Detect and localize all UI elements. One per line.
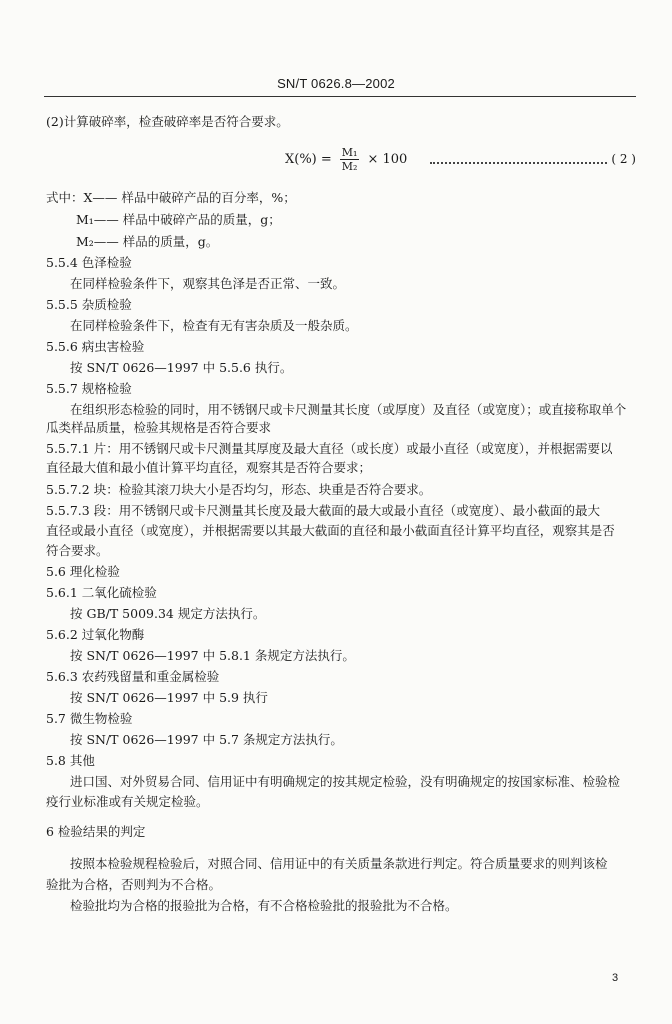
formula-2	[285, 146, 407, 173]
step-2-text: (2)计算破碎率，检查破碎率是否符合要求。	[46, 114, 289, 129]
para-6-line-3: 检验批均为合格的报验批为合格，有不合格检验批的报验批为不合格。	[70, 898, 458, 913]
para-5-5-7-2: 5.5.7.2 块：检验其滚刀块大小是否均匀，形态、块重是否符合要求。	[46, 482, 432, 497]
para-5-6-3: 按 SN/T 0626—1997 中 5.9 执行	[70, 690, 268, 705]
formula-denominator: M₂	[341, 160, 358, 173]
para-5-5-7-line-1: 在组织形态检验的同时，用不锈钢尺或卡尺测量其长度（或厚度）及直径（或宽度）；或直接称取单个	[70, 402, 627, 417]
heading-5-5-5: 5.5.5 杂质检验	[46, 297, 132, 312]
para-5-5-7-1-line-1: 5.5.7.1 片：用不锈钢尺或卡尺测量其厚度及最大直径（或长度）或最小直径（或宽度），并根据需要以	[46, 441, 613, 456]
formula-lhs: X(%) =	[285, 152, 332, 167]
formula-fraction	[340, 146, 360, 173]
where-line-2: M₁—— 样品中破碎产品的质量，g；	[76, 212, 281, 227]
para-5-5-7-3-line-3: 符合要求。	[46, 543, 109, 558]
heading-5-6-2: 5.6.2 过氧化物酶	[46, 627, 145, 642]
heading-6: 6 检验结果的判定	[46, 824, 146, 839]
para-5-5-4: 在同样检验条件下，观察其色泽是否正常、一致。	[70, 276, 346, 291]
para-5-7: 按 SN/T 0626—1997 中 5.7 条规定方法执行。	[70, 732, 343, 747]
equation-number-row	[430, 152, 636, 166]
para-5-5-7-1-line-2: 直径最大值和最小值计算平均直径，观察其是否符合要求；	[46, 460, 372, 475]
heading-5-5-6: 5.5.6 病虫害检验	[46, 339, 145, 354]
para-5-5-7-3-line-1: 5.5.7.3 段：用不锈钢尺或卡尺测量其长度及最大截面的最大或最小直径（或宽度）、最小截面的最大	[46, 503, 600, 518]
leader-dots	[430, 154, 607, 164]
para-5-6-2: 按 SN/T 0626—1997 中 5.8.1 条规定方法执行。	[70, 648, 355, 663]
formula-numerator: M₁	[341, 146, 358, 159]
para-5-5-7-line-2: 瓜类样品质量，检验其规格是否符合要求	[46, 420, 272, 435]
heading-5-5-7: 5.5.7 规格检验	[46, 381, 132, 396]
para-5-5-7-3-line-2: 直径或最小直径（或宽度），并根据需要以其最大截面的直径和最小截面直径计算平均直径，观察其是否	[46, 523, 615, 538]
page-number: 3	[612, 972, 619, 984]
heading-5-7: 5.7 微生物检验	[46, 711, 133, 726]
standard-number-header: SN/T 0626.8—2002	[277, 76, 395, 91]
para-5-5-5: 在同样检验条件下，检查有无有害杂质及一般杂质。	[70, 318, 358, 333]
para-5-5-6: 按 SN/T 0626—1997 中 5.5.6 执行。	[70, 360, 293, 375]
heading-5-6-3: 5.6.3 农药残留量和重金属检验	[46, 669, 220, 684]
para-5-6-1: 按 GB/T 5009.34 规定方法执行。	[70, 606, 266, 621]
header-rule	[44, 96, 636, 97]
heading-5-5-4: 5.5.4 色泽检验	[46, 255, 132, 270]
para-5-8-line-2: 疫行业标准或有关规定检验。	[46, 794, 209, 809]
heading-5-8: 5.8 其他	[46, 753, 95, 768]
heading-5-6-1: 5.6.1 二氧化硫检验	[46, 585, 157, 600]
para-6-line-2: 验批为合格，否则判为不合格。	[46, 877, 222, 892]
heading-5-6: 5.6 理化检验	[46, 564, 120, 579]
where-line-3: M₂—— 样品的质量，g。	[76, 234, 219, 249]
where-line-1: 式中：X—— 样品中破碎产品的百分率，%；	[46, 190, 296, 205]
para-6-line-1: 按照本检验规程检验后，对照合同、信用证中的有关质量条款进行判定。符合质量要求的则判该检	[70, 856, 608, 871]
para-5-8-line-1: 进口国、对外贸易合同、信用证中有明确规定的按其规定检验，没有明确规定的按国家标准、检验检	[70, 774, 621, 789]
formula-rhs: × 100	[367, 152, 408, 167]
equation-number: ( 2 )	[611, 152, 636, 166]
